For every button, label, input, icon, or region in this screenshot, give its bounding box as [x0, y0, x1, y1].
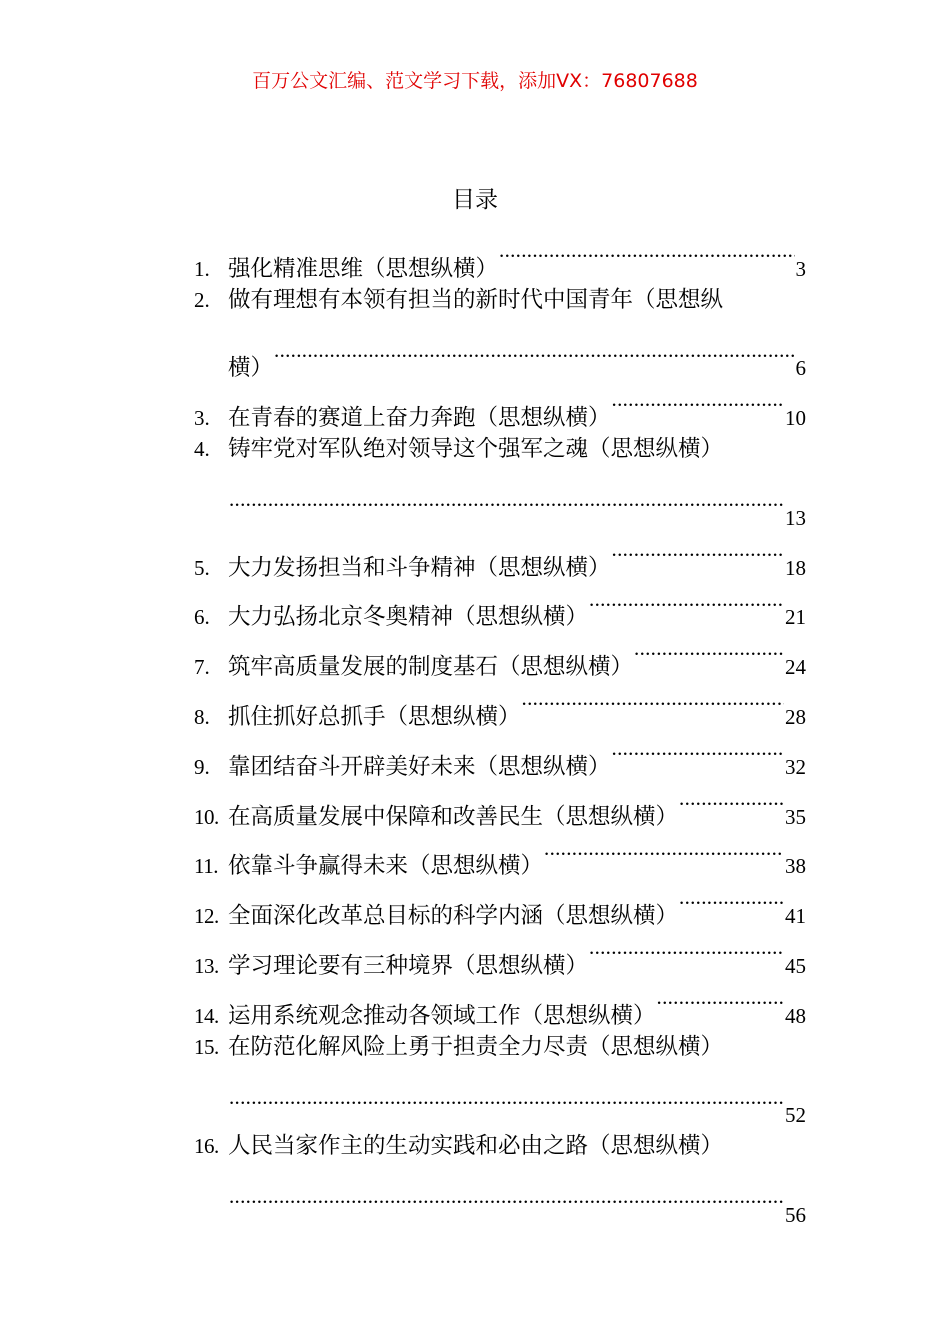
dot-leader [657, 973, 784, 1023]
toc-entry-number: 7. [194, 655, 210, 680]
dot-leader [589, 575, 784, 625]
toc-entry-title: 筑牢高质量发展的制度基石（思想纵横） [228, 654, 634, 681]
toc-page-number: 18 [785, 555, 806, 580]
toc-entry[interactable] [194, 226, 806, 282]
toc-entry[interactable] [194, 1023, 806, 1128]
toc-entry-number: 10. [194, 804, 219, 829]
dot-leader [612, 375, 784, 425]
toc-entry-line [194, 525, 806, 581]
toc-entry-title: 人民当家作主的生动实践和必由之路（思想纵横） [228, 1133, 724, 1160]
toc-page-number: 24 [785, 655, 806, 680]
toc-entry-number: 6. [194, 605, 210, 630]
toc-entry-title: 全面深化改革总目标的科学内涵（思想纵横） [228, 903, 679, 930]
toc-entry-title: 大力发扬担当和斗争精神（思想纵横） [228, 554, 611, 581]
toc-entry-number: 2. [194, 287, 210, 312]
toc-entry[interactable] [194, 525, 806, 581]
dot-leader [544, 824, 784, 874]
toc-entry-title: 在青春的赛道上奋力奔跑（思想纵横） [228, 405, 611, 432]
toc-entry-number: 1. [194, 256, 210, 281]
dot-leader [229, 1172, 784, 1222]
toc-entry-number: 11. [194, 854, 218, 879]
dot-leader [589, 923, 784, 973]
dot-leader [522, 674, 784, 724]
toc-entry-number: 5. [194, 555, 210, 580]
dot-leader [612, 724, 784, 774]
toc-entry-number: 13. [194, 953, 219, 978]
toc-page-number: 3 [795, 256, 806, 281]
toc-entry-line [194, 1122, 806, 1172]
toc-page-number: 13 [785, 505, 806, 530]
document-header: 百万公文汇编、范文学习下载，添加VX：76807688 [252, 70, 698, 92]
toc-page-number: 45 [785, 953, 806, 978]
toc-entry-title: 做有理想有本领有担当的新时代中国青年（思想纵 [228, 286, 724, 313]
toc-entry-line [194, 475, 806, 530]
toc-entry-line [194, 1023, 806, 1073]
toc-page-number: 38 [785, 854, 806, 879]
table-of-contents [194, 226, 806, 1227]
toc-entry-number: 12. [194, 904, 219, 929]
toc-page-number: 48 [785, 1003, 806, 1028]
toc-entry-number: 3. [194, 406, 210, 431]
toc-page-number: 28 [785, 704, 806, 729]
toc-entry-line [194, 226, 806, 282]
toc-entry-line [194, 276, 806, 326]
toc-page-number: 6 [795, 356, 806, 381]
toc-entry-title: 靠团结奋斗开辟美好未来（思想纵横） [228, 753, 611, 780]
toc-entry[interactable] [194, 375, 806, 432]
toc-entry-number: 8. [194, 704, 210, 729]
toc-page-number: 32 [785, 754, 806, 779]
dot-leader [679, 774, 784, 824]
toc-entry-title: 横） [228, 355, 274, 382]
toc-page-number: 56 [785, 1202, 806, 1227]
toc-entry-number: 4. [194, 437, 210, 462]
toc-entry[interactable] [194, 425, 806, 530]
toc-entry-number: 14. [194, 1003, 219, 1028]
toc-entry[interactable] [194, 276, 806, 382]
toc-entry-number: 9. [194, 754, 210, 779]
toc-title: 目录 [452, 187, 498, 213]
toc-entry-title: 大力弘扬北京冬奥精神（思想纵横） [228, 604, 589, 631]
dot-leader [229, 1073, 784, 1123]
toc-page-number: 21 [785, 605, 806, 630]
toc-entry-line [194, 425, 806, 475]
toc-entry-title: 在高质量发展中保障和改善民生（思想纵横） [228, 803, 679, 830]
toc-entry[interactable] [194, 1122, 806, 1227]
toc-entry-title: 抓住抓好总抓手（思想纵横） [228, 703, 521, 730]
toc-entry-number: 16. [194, 1134, 219, 1159]
toc-entry-line [194, 326, 806, 382]
toc-page-number: 35 [785, 804, 806, 829]
dot-leader [679, 873, 784, 923]
toc-entry-title: 依靠斗争赢得未来（思想纵横） [228, 853, 544, 880]
toc-entry-line [194, 375, 806, 432]
dot-leader [499, 226, 794, 276]
toc-page-number: 10 [785, 406, 806, 431]
toc-entry-title: 在防范化解风险上勇于担责全力尽责（思想纵横） [228, 1033, 724, 1060]
toc-entry-title: 强化精准思维（思想纵横） [228, 255, 499, 282]
toc-entry-title: 学习理论要有三种境界（思想纵横） [228, 952, 589, 979]
dot-leader [634, 624, 784, 674]
toc-entry-title: 运用系统观念推动各领域工作（思想纵横） [228, 1002, 656, 1029]
dot-leader [229, 475, 784, 525]
toc-entry-number: 15. [194, 1034, 219, 1059]
toc-entry-line [194, 1073, 806, 1128]
dot-leader [274, 326, 794, 376]
toc-entry-title: 铸牢党对军队绝对领导这个强军之魂（思想纵横） [228, 436, 724, 463]
toc-page-number: 41 [785, 904, 806, 929]
dot-leader [612, 525, 784, 575]
toc-page-number: 52 [785, 1103, 806, 1128]
toc-entry-line [194, 1172, 806, 1227]
